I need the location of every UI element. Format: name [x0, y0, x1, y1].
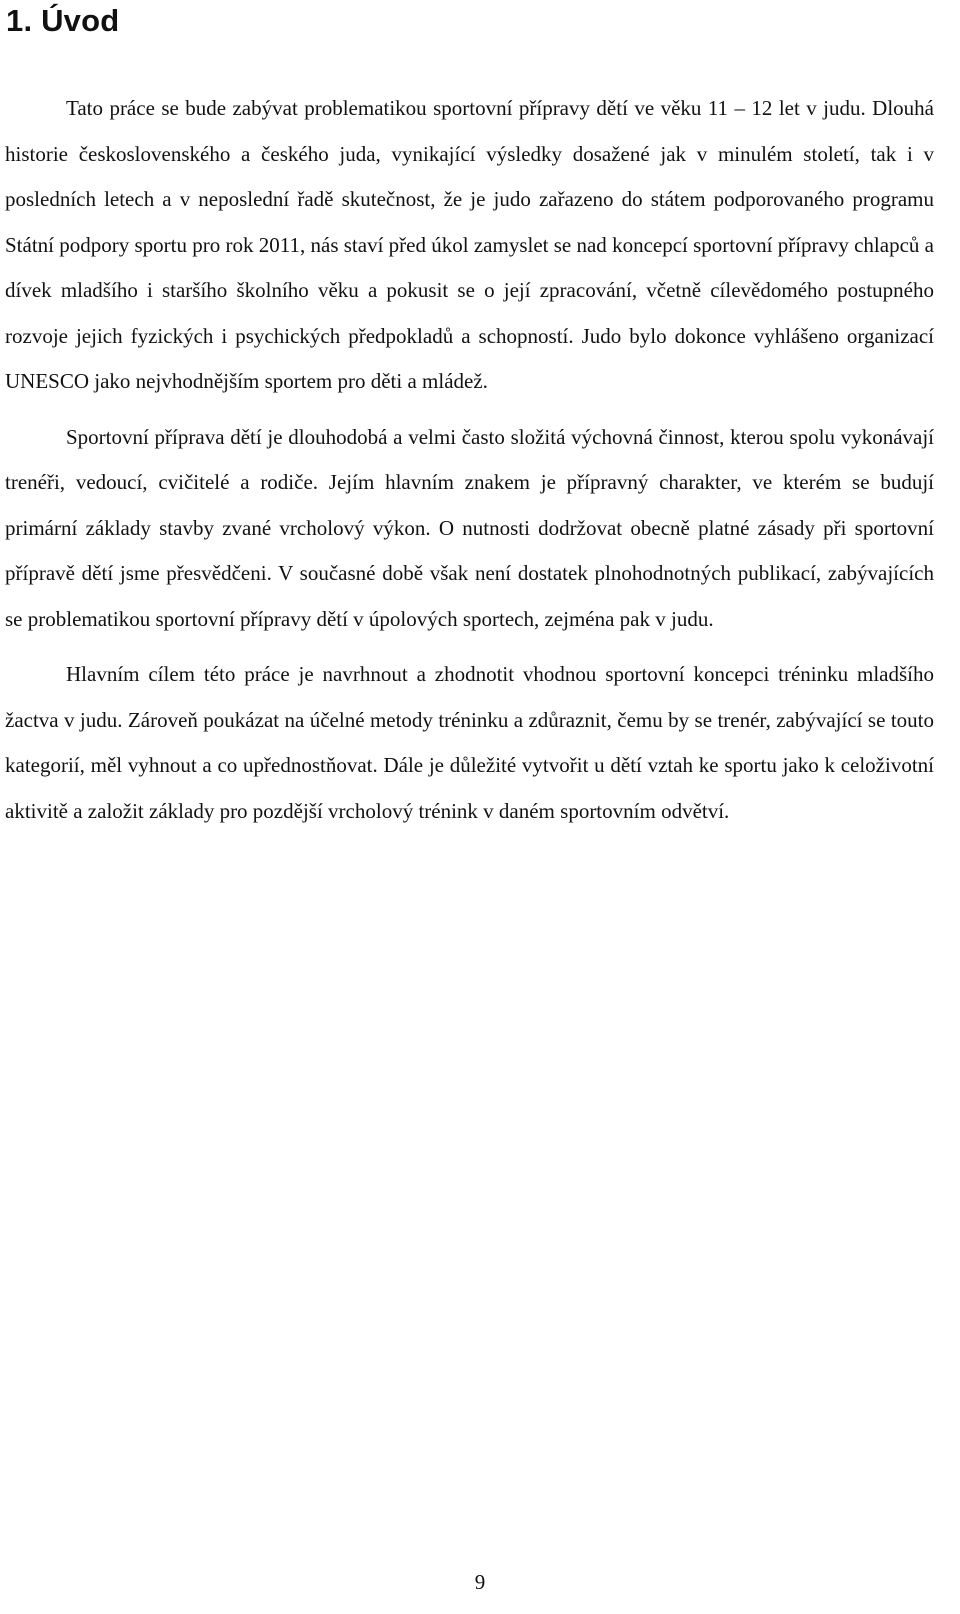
- chapter-body: [5, 86, 934, 834]
- page-number: 9: [474, 1570, 486, 1594]
- chapter-heading: 1. Úvod: [6, 3, 120, 38]
- paragraph-intro: Tato práce se bude zabývat problematikou sportovní přípravy dětí ve věku 11 – 12 let v judu. Dlouhá historie československého a českého juda, vynikající výsledky dosažené jak v minulém století, tak i v posledních letech a v neposlední řadě skutečnost, že je judo zařazeno do státem podporovaného programu Státní podpory sportu pro rok 2011, nás staví před úkol zamyslet se nad koncepcí sportovní přípravy chlapců a dívek mladšího i staršího školního věku a pokusit se o její zpracování, včetně cílevědomého postupného rozvoje jejich fyzických i psychických předpokladů a schopností. Judo bylo dokonce vyhlášeno organizací UNESCO jako nejvhodnějším sportem pro děti a mládež.: [5, 96, 934, 393]
- paragraph-main-goal: Hlavním cílem této práce je navrhnout a zhodnotit vhodnou sportovní koncepci tréninku mladšího žactva v judu. Zároveň poukázat na účelné metody tréninku a zdůraznit, čemu by se trenér, zabývající se touto kategorií, měl vyhnout a co upřednostňovat. Dále je důležité vytvořit u dětí vztah ke sportu jako k celoživotní aktivitě a založit základy pro pozdější vrcholový trénink v daném sportovním odvětví.: [5, 662, 934, 823]
- paragraph-sports-preparation: Sportovní příprava dětí je dlouhodobá a velmi často složitá výchovná činnost, kterou spolu vykonávají trenéři, vedoucí, cvičitelé a rodiče. Jejím hlavním znakem je přípravný charakter, ve kterém se budují primární základy stavby zvané vrcholový výkon. O nutnosti dodržovat obecně platné zásady při sportovní přípravě dětí jsme přesvědčeni. V současné době však není dostatek plnohodnotných publikací, zabývajících se problematikou sportovní přípravy dětí v úpolových sportech, zejména pak v judu.: [5, 424, 934, 631]
